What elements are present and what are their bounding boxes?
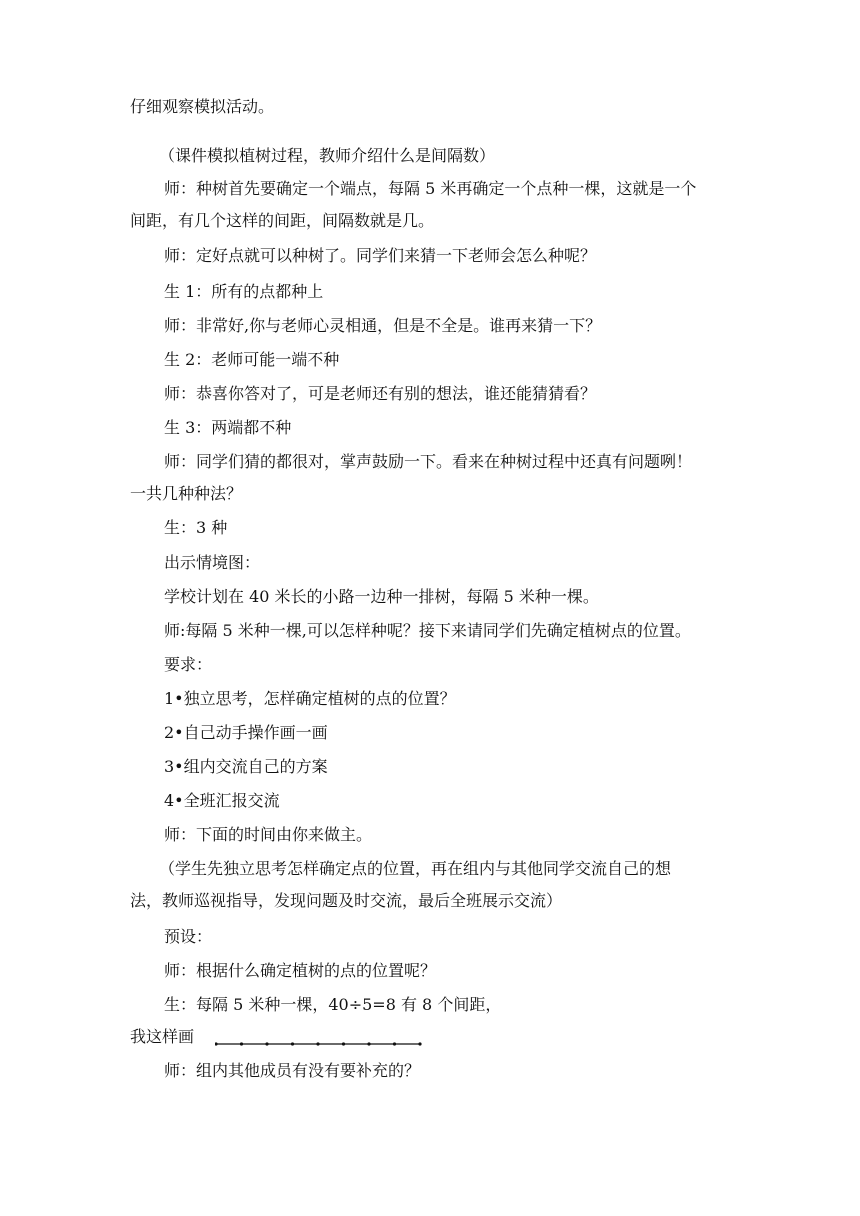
text-line: 学校计划在 40 米长的小路一边种一排树，每隔 5 米种一棵。 xyxy=(164,587,599,606)
tree-point xyxy=(342,1042,345,1045)
text-line: 法，教师巡视指导，发现问题及时交流，最后全班展示交流） xyxy=(130,891,563,910)
tree-point xyxy=(316,1042,319,1045)
text-line: 师:每隔 5 米种一棵,可以怎样种呢？接下来请同学们先确定植树点的位置。 xyxy=(164,621,691,640)
text-line: 出示情境图： xyxy=(164,553,261,572)
tree-point xyxy=(265,1042,268,1045)
tree-point xyxy=(291,1042,294,1045)
text-line: 生 1：所有的点都种上 xyxy=(164,282,324,301)
text-line: 我这样画 xyxy=(130,1027,195,1046)
text-line: 师：根据什么确定植树的点的位置呢？ xyxy=(164,961,437,980)
text-line: 预设： xyxy=(164,927,213,946)
tree-point xyxy=(418,1042,421,1045)
tree-point xyxy=(393,1042,396,1045)
text-line: 仔细观察模拟活动。 xyxy=(130,97,275,116)
text-line: 一共几种种法？ xyxy=(130,484,243,503)
text-line: 生 3：两端都不种 xyxy=(164,418,292,437)
tree-point xyxy=(240,1042,243,1045)
text-line: 师：非常好,你与老师心灵相通，但是不全是。谁再来猜一下？ xyxy=(164,316,602,335)
text-line: 生：每隔 5 米种一棵，40÷5=8 有 8 个间距， xyxy=(164,995,502,1014)
text-line: 师：下面的时间由你来做主。 xyxy=(164,825,373,844)
text-line: 生：3 种 xyxy=(164,518,228,537)
text-line: 师：组内其他成员有没有要补充的？ xyxy=(164,1061,421,1080)
text-line: 师：定好点就可以种树了。同学们来猜一下老师会怎么种呢？ xyxy=(164,246,597,265)
text-line: 3•组内交流自己的方案 xyxy=(164,757,328,776)
text-line: 师：同学们猜的都很对，掌声鼓励一下。看来在种树过程中还真有问题咧！ xyxy=(164,452,693,471)
tree-point xyxy=(367,1042,370,1045)
text-line: 间距，有几个这样的间距，间隔数就是几。 xyxy=(130,211,435,230)
text-line: 师：种树首先要确定一个端点，每隔 5 米再确定一个点种一棵，这就是一个 xyxy=(164,179,697,198)
text-line: 师：恭喜你答对了，可是老师还有别的想法，谁还能猜猜看？ xyxy=(164,384,597,403)
text-line: 4•全班汇报交流 xyxy=(164,791,280,810)
text-line: 生 2：老师可能一端不种 xyxy=(164,350,340,369)
text-line: （学生先独立思考怎样确定点的位置，再在组内与其他同学交流自己的想 xyxy=(159,859,672,878)
text-line: 要求： xyxy=(164,655,213,674)
tree-point xyxy=(215,1042,218,1045)
text-line: （课件模拟植树过程，教师介绍什么是间隔数） xyxy=(159,146,496,165)
interval-diagram xyxy=(215,1042,422,1044)
text-line: 2•自己动手操作画一画 xyxy=(164,723,328,742)
text-line: 1•独立思考，怎样确定植树的点的位置？ xyxy=(164,689,456,708)
interval-diagram-svg xyxy=(215,1042,422,1046)
